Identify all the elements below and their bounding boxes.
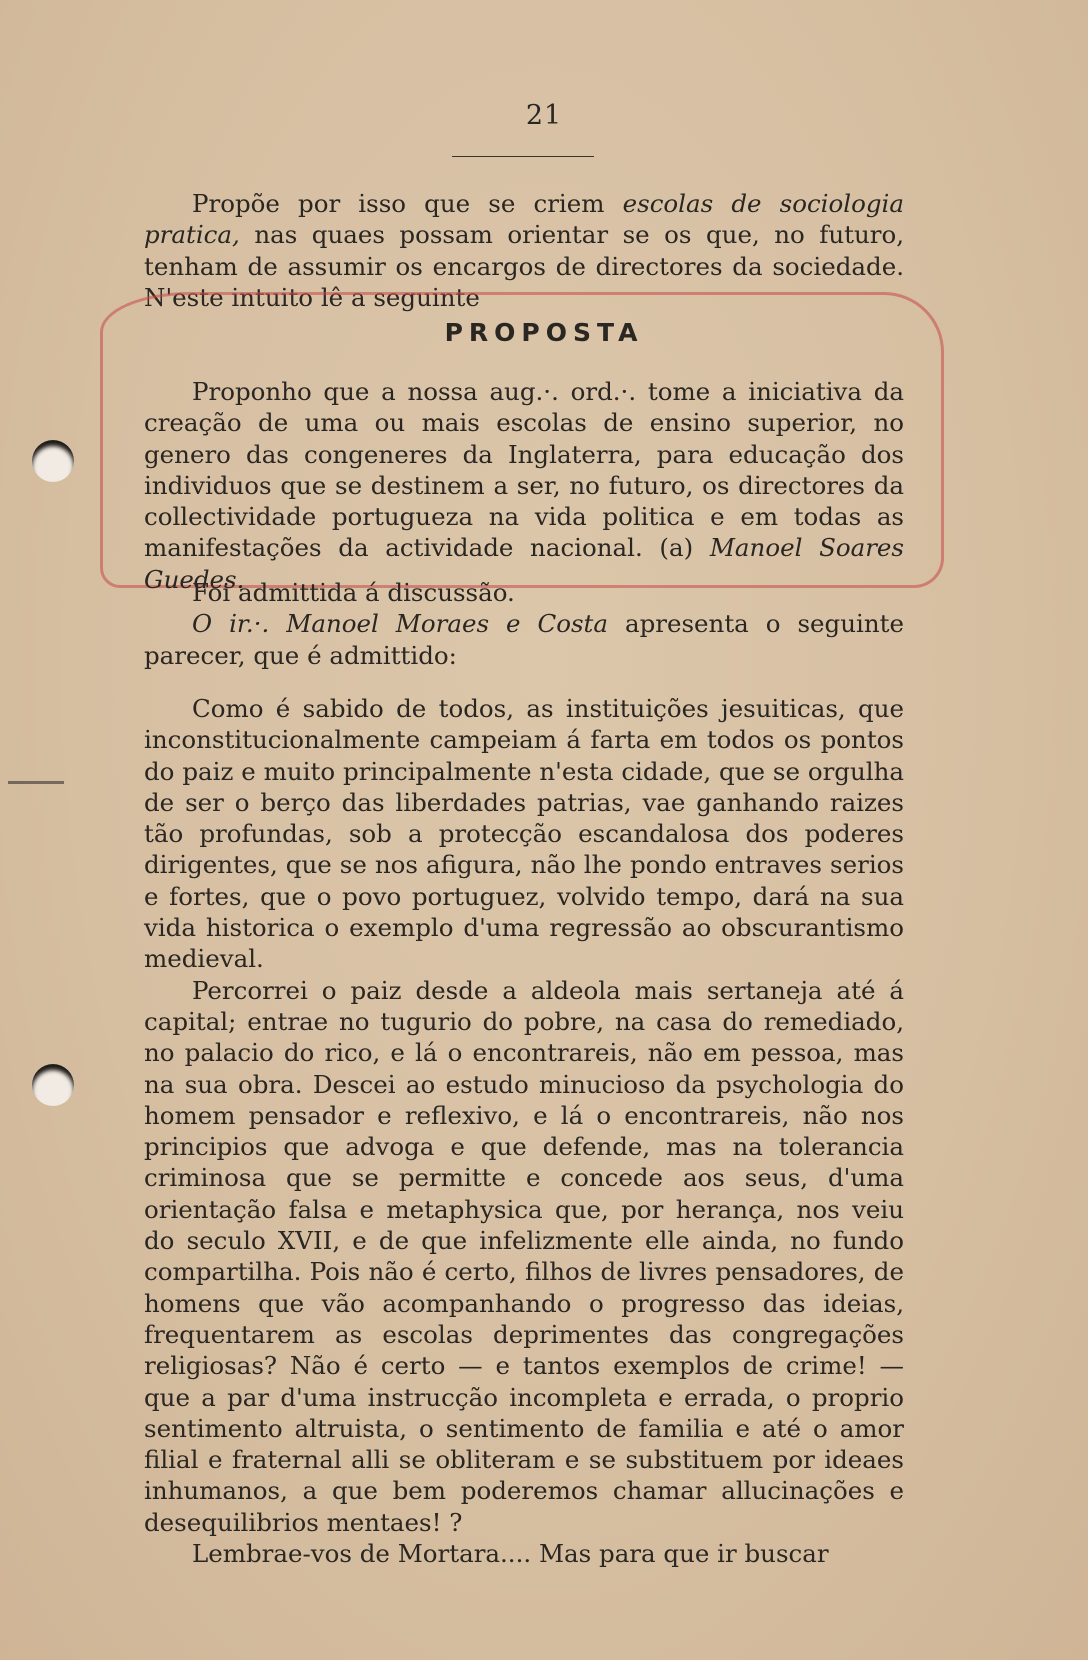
lead-text [144,188,904,313]
margin-mark [8,781,64,784]
lead-end: nas quaes possam orientar se os que, no futuro, tenham de assumir os encargos de directores da sociedade. N'este intuito lê a seguinte [144,220,904,312]
parecer-paragraph-2: Percorrei o paiz desde a aldeola mais sertaneja até á capital; entrae no tugurio do pobre, na casa do remediado, no palacio do rico, e lá o encontrareis, não em pessoa, mas na sua obra. Descei ao estudo minucioso da psychologia do homem pensador e reflexivo, e lá o encontrareis, não nos principios que advoga e que defende, mas na tolerancia criminosa que se permitte e concede aos seus, d'uma orientação falsa e metaphysica que, por herança, nos veiu do seculo XVII, e de que infelizmente elle ainda, no fundo compartilha. Pois não é certo, filhos de livres pensadores, de homens que vão acompanhando o progresso das ideias, frequentarem as escolas deprimentes das congregações religiosas? Não é certo — e tantos exemplos de crime! — que a par d'uma instrucção incompleta e errada, o proprio sentimento altruista, o sentimento de familia e até o amor filial e fraternal alli se obliteram e se substituem por ideaes inhumanos, a que bem poderemos chamar allucinações e desequilibrios mentaes! ? [144,975,904,1537]
author-line [144,608,904,671]
lead-italic: escolas de sociologia pratica, [144,189,904,250]
header-rule [452,156,594,157]
parecer [144,693,904,1569]
proposal-body [144,376,904,595]
lead-start: Propõe por isso que se criem [192,189,623,218]
after-proposal [144,577,904,671]
parecer-paragraph-1: Como é sabido de todos, as instituições jesuiticas, que inconstitucionalmente campeiam á farta em todos os pontos do paiz e muito principalmente n'esta cidade, que se orgulha de ser o berço das liberdades patrias, vae ganhando raizes tão profundas, sob a protecção escandalosa dos poderes dirigentes, que se nos afigura, não lhe pondo entraves serios e fortes, que o povo portuguez, volvido tempo, dará na sua vida historica o exemplo d'uma regressão ao obscurantismo medieval. [144,694,904,974]
punch-hole-top [32,440,74,482]
page-number: 21 [525,100,563,131]
parecer-paragraph-3: Lembrae-vos de Mortara.... Mas para que ir buscar [192,1539,829,1569]
lead-paragraph [144,188,904,313]
punch-hole-bottom [32,1064,74,1106]
author-rest: apresenta o seguinte parecer, que é admittido: [144,609,904,670]
proposal-text [144,376,904,595]
admitted-line: Foi admittida á discussão. [192,578,515,607]
proposal-title: PROPOSTA [444,318,644,347]
proposal-signature: Manoel Soares Guedes. [144,533,904,594]
proposal-body-text: Proponho que a nossa aug.·. ord.·. tome a iniciativa da creação de uma ou mais escolas de ensino superior, no genero das congeneres da Inglaterra, para educação dos individuos que se destinem a ser, no futuro, os directores da collectividade portugueza na vida politica e em todas as manifestações da actividade nacional. (a) [144,377,904,563]
author-name: O ir.·. Manoel Moraes e Costa [192,609,608,639]
